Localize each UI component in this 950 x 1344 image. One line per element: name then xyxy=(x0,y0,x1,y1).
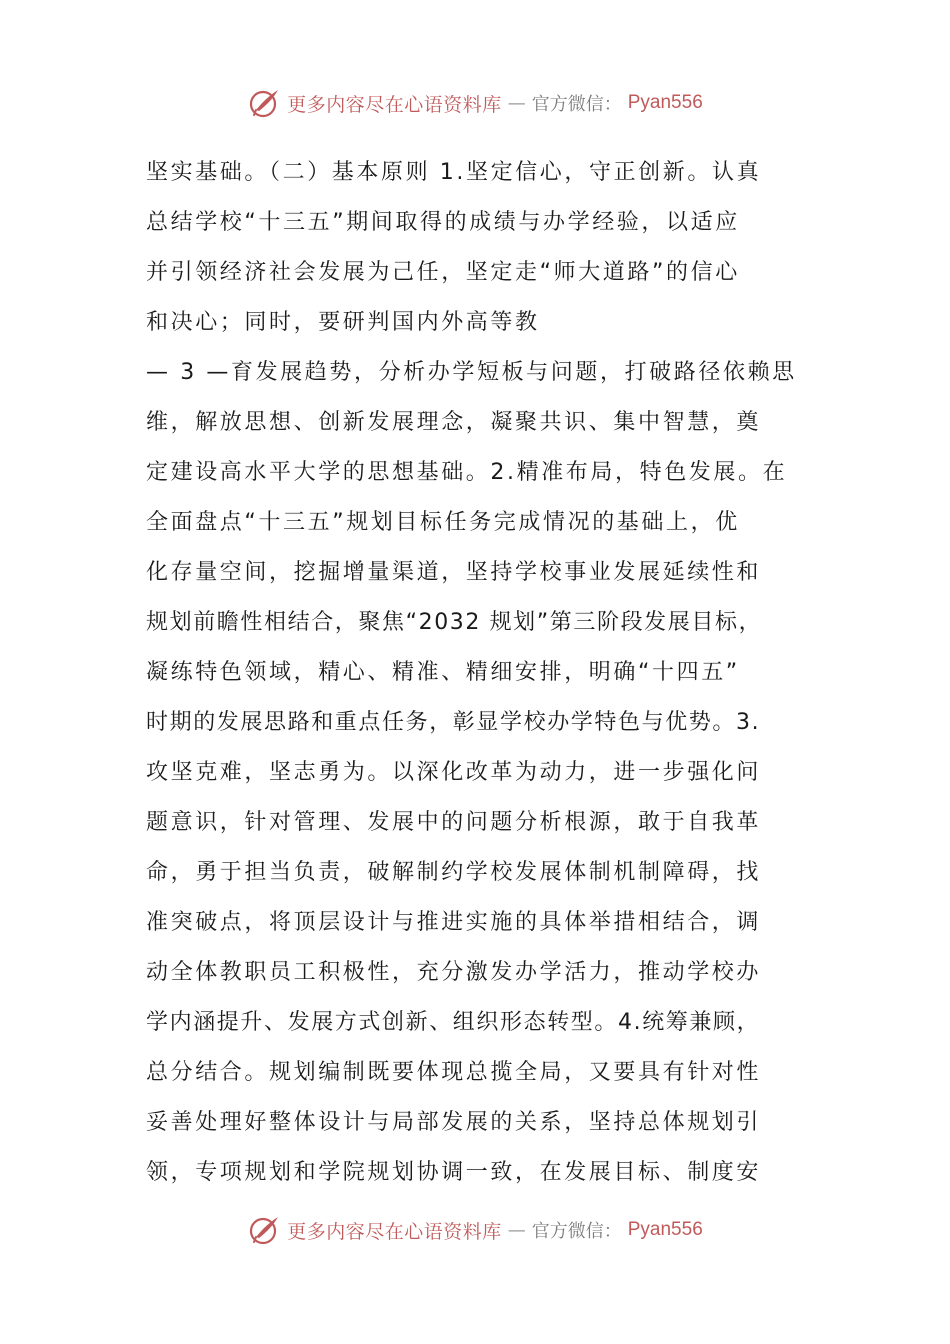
body-line: 时期的发展思路和重点任务，彰显学校办学特色与优势。3. xyxy=(146,710,761,735)
document-body xyxy=(146,148,816,1198)
header-wechat-id: Pyan556 xyxy=(627,92,703,113)
body-line: 准突破点，将顶层设计与推进实施的具体举措相结合，调 xyxy=(146,910,762,935)
body-line: 总分结合。规划编制既要体现总揽全局，又要具有针对性 xyxy=(146,1060,762,1085)
body-line: 题意识，针对管理、发展中的问题分析根源，敢于自我革 xyxy=(146,810,762,835)
body-line: 和决心；同时，要研判国内外高等教 xyxy=(146,310,540,335)
body-line: — 3 —育发展趋势，分析办学短板与问题，打破路径依赖思 xyxy=(146,360,797,385)
body-line: 动全体教职员工积极性，充分激发办学活力，推动学校办 xyxy=(146,960,762,985)
footer-dash: — xyxy=(507,1219,526,1241)
body-line: 学内涵提升、发展方式创新、组织形态转型。4.统筹兼顾， xyxy=(146,1010,761,1035)
body-line: 妥善处理好整体设计与局部发展的关系，坚持总体规划引 xyxy=(146,1110,762,1135)
body-line: 领，专项规划和学院规划协调一致，在发展目标、制度安 xyxy=(146,1160,762,1185)
body-line: 维，解放思想、创新发展理念，凝聚共识、集中智慧，奠 xyxy=(146,410,762,435)
body-line: 化存量空间，挖掘增量渠道，坚持学校事业发展延续性和 xyxy=(146,560,762,585)
body-line: 定建设高水平大学的思想基础。2.精准布局，特色发展。在 xyxy=(146,460,788,485)
header-brand-text: 更多内容尽在心语资料库 xyxy=(287,93,502,116)
body-line: 坚实基础。（二）基本原则 1.坚定信心，守正创新。认真 xyxy=(146,160,762,185)
body-line: 规划前瞻性相结合，聚焦“2032 规划”第三阶段发展目标， xyxy=(146,610,763,635)
quill-logo-icon xyxy=(247,86,281,120)
header-dash: — xyxy=(507,92,526,114)
header-banner xyxy=(0,83,950,123)
body-line: 总结学校“十三五”期间取得的成绩与办学经验，以适应 xyxy=(146,210,740,235)
body-line: 并引领经济社会发展为己任，坚定走“师大道路”的信心 xyxy=(146,260,740,285)
quill-logo-icon xyxy=(247,1213,281,1247)
footer-brand-text: 更多内容尽在心语资料库 xyxy=(287,1220,502,1243)
body-line: 攻坚克难，坚志勇为。以深化改革为动力，进一步强化问 xyxy=(146,760,762,785)
body-line: 全面盘点“十三五”规划目标任务完成情况的基础上，优 xyxy=(146,510,740,535)
body-line: 命，勇于担当负责，破解制约学校发展体制机制障碍，找 xyxy=(146,860,762,885)
header-official-label: 官方微信： xyxy=(531,94,622,115)
footer-banner xyxy=(0,1210,950,1250)
footer-official-label: 官方微信： xyxy=(531,1221,622,1242)
footer-wechat-id: Pyan556 xyxy=(627,1219,703,1240)
body-line: 凝练特色领域，精心、精准、精细安排，明确“十四五” xyxy=(146,660,740,685)
